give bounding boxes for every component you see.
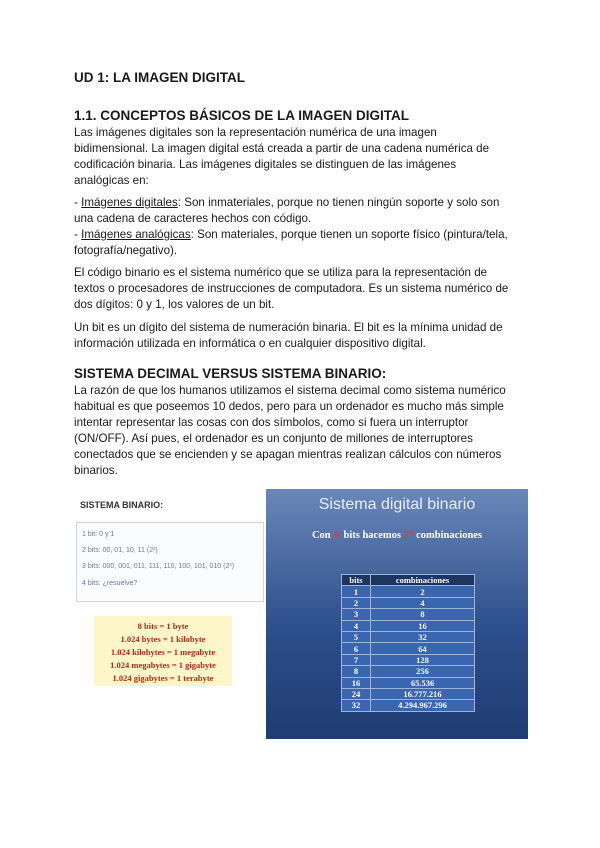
analog-line: fotografía/negativo). (74, 244, 178, 257)
decimal-line: binarios. (74, 464, 118, 477)
bits-cell: 7 (342, 654, 371, 665)
table-row (342, 700, 475, 711)
digital-line: - Imágenes digitales: Son inmateriales, porque no tienen ningún soporte y solo son (74, 196, 500, 209)
byte-unit-line: 1.024 bytes = 1 kilobyte (120, 634, 206, 644)
combinations-cell: 4.294.967.296 (371, 700, 475, 711)
intro-line: analógicas en: (74, 174, 149, 187)
table-row (342, 643, 475, 654)
bits-cell: 16 (342, 677, 371, 688)
intro-line: bidimensional. La imagen digital está creada a partir de una cadena numérica de (74, 142, 490, 155)
subtitle-mid: bits hacemos (340, 530, 404, 541)
bits-cell: 5 (342, 631, 371, 642)
table-row (342, 597, 475, 608)
combinations-table (341, 574, 475, 712)
binary-line: textos o procesadores de instrucciones de computadora. Es un sistema numérico de (74, 282, 509, 295)
bits-cell: 3 (342, 609, 371, 620)
combinations-cell: 64 (371, 643, 475, 654)
analog-images-label: Imágenes analógicas (81, 228, 191, 241)
decimal-line: habitual es que poseemos 10 dedos, pero para un ordenador es mucho más simple (74, 400, 504, 413)
document-title: UD 1: LA IMAGEN DIGITAL (74, 70, 245, 85)
intro-line: Las imágenes digitales son la representación numérica de una imagen (74, 126, 437, 139)
table-row (342, 586, 475, 597)
table-row (342, 688, 475, 699)
bit-line: información utilizada en informática o en cualquier dispositivo digital. (74, 337, 426, 350)
binary-row: 3 bits: 000, 001, 011, 111, 110, 100, 101, 010 (2³) (82, 563, 235, 570)
binary-line: El código binario es el sistema numérico que se utiliza para la representación de (74, 266, 488, 279)
bits-cell: 6 (342, 643, 371, 654)
subtitle-pre: Con (311, 530, 334, 541)
bits-cell: 2 (342, 597, 371, 608)
table-row (342, 677, 475, 688)
binary-row: 2 bits: 00, 01, 10, 11 (2²) (82, 547, 158, 554)
analog-line: - Imágenes analógicas: Son materiales, porque tienen un soporte físico (pintura/tela, (74, 228, 508, 241)
combinations-cell: 16.777.216 (371, 688, 475, 699)
digital-images-text: : Son inmateriales, porque no tienen ningún soporte y solo son (177, 196, 500, 209)
decimal-line: (ON/OFF). Así pues, el ordenador es un conjunto de millones de interruptores (74, 432, 473, 445)
bits-cell: 1 (342, 586, 371, 597)
digital-images-item (74, 195, 534, 259)
subtitle-power: 2ᴺ (403, 530, 414, 541)
table-row (342, 631, 475, 642)
combinations-cell: 256 (371, 666, 475, 677)
combinations-cell: 128 (371, 654, 475, 665)
bits-cell: 8 (342, 666, 371, 677)
combinations-cell: 2 (371, 586, 475, 597)
section-heading-decimal-binario: SISTEMA DECIMAL VERSUS SISTEMA BINARIO: (74, 366, 387, 381)
digital-images-label: Imágenes digitales (81, 196, 178, 209)
analog-images-text: : Son materiales, porque tienen un soporte físico (pintura/tela, (190, 228, 508, 241)
bit-paragraph (74, 320, 534, 352)
combinations-cell: 65.536 (371, 677, 475, 688)
byte-unit-line: 1.024 gigabytes = 1 terabyte (112, 673, 214, 683)
combinations-cell: 4 (371, 597, 475, 608)
byte-unit-line: 8 bits = 1 byte (137, 621, 189, 631)
subtitle-n: N (333, 530, 341, 541)
table-row (342, 666, 475, 677)
bit-line: Un bit es un dígito del sistema de numeración binaria. El bit es la mínima unidad de (74, 321, 503, 334)
decimal-line: La razón de que los humanos utilizamos el sistema decimal como sistema numérico (74, 384, 506, 397)
binary-row: 1 bit: 0 y 1 (82, 531, 115, 538)
table-header-row (342, 575, 475, 586)
binary-row: 4 bits: ¿resuelve? (82, 580, 138, 587)
section-heading-conceptos: 1.1. CONCEPTOS BÁSICOS DE LA IMAGEN DIGITAL (74, 108, 410, 123)
digital-line: una cadena de caracteres hechos con código. (74, 212, 312, 225)
subtitle-post: combinaciones (413, 530, 483, 541)
table-row (342, 654, 475, 665)
byte-unit-line: 1.024 kilobytes = 1 megabyte (110, 647, 216, 657)
bits-cell: 4 (342, 620, 371, 631)
decimal-line: intentar representar las cosas con dos símbolos, como si fuera un interruptor (74, 416, 469, 429)
table-row (342, 620, 475, 631)
table-row (342, 609, 475, 620)
binary-code-paragraph (74, 265, 534, 313)
decimal-line: conectados que se encienden y se apagan mientras realizan cálculos con números (74, 448, 502, 461)
digital-system-subtitle (266, 530, 528, 541)
combinations-cell: 8 (371, 609, 475, 620)
header-bits: bits (342, 575, 371, 586)
bits-cell: 32 (342, 700, 371, 711)
intro-line: codificación binaria. Las imágenes digitales se distinguen de las imágenes (74, 158, 457, 171)
combinations-cell: 16 (371, 620, 475, 631)
binary-system-title: SISTEMA BINARIO: (80, 500, 164, 510)
header-combinations: combinaciones (371, 575, 475, 586)
intro-paragraph (74, 125, 534, 189)
combinations-cell: 32 (371, 631, 475, 642)
digital-system-title: Sistema digital binario (318, 496, 476, 513)
binary-line: dos dígitos: 0 y 1, los valores de un bit. (74, 298, 275, 311)
decimal-binary-paragraph (74, 383, 534, 479)
byte-unit-line: 1.024 megabytes = 1 gigabyte (110, 660, 216, 670)
bits-cell: 24 (342, 688, 371, 699)
